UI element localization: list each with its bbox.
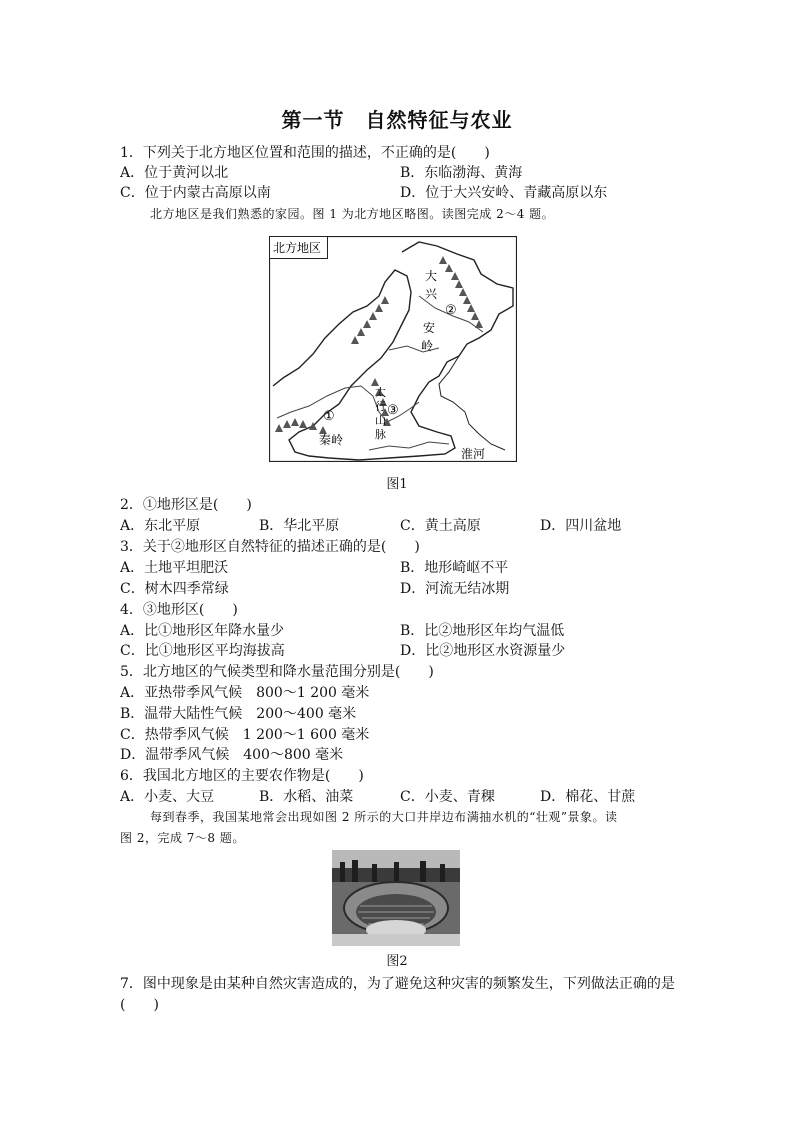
label-taihang-2: 行 (375, 400, 386, 413)
question-4-option-d: D．比②地形区水资源量少 (400, 643, 566, 659)
figure-1-caption: 图1 (386, 477, 408, 492)
question-5-option-b: B．温带大陆性气候 200～400 毫米 (120, 706, 357, 722)
map-title-label: 北方地区 (273, 241, 322, 255)
question-2-option-d: D．四川盆地 (540, 518, 622, 534)
intro-paragraph-1: 北方地区是我们熟悉的家园。图 1 为北方地区略图。读图完成 2～4 题。 (150, 207, 555, 221)
figure-2-photo (332, 850, 460, 946)
marker-2: ② (445, 303, 457, 318)
question-4-option-b: B．比②地形区年均气温低 (400, 623, 565, 639)
north-china-map-svg (269, 236, 517, 462)
label-huaihe: 淮河 (461, 447, 486, 461)
label-ling: 岭 (421, 339, 434, 353)
question-1-stem: 1．下列关于北方地区位置和范围的描述，不正确的是( ) (120, 145, 490, 161)
question-6-option-c: C．小麦、青稞 (400, 789, 495, 805)
section-title: 第一节 自然特征与农业 (281, 108, 513, 132)
question-2-option-c: C．黄土高原 (400, 518, 481, 534)
intro-paragraph-2-line-2: 图 2，完成 7～8 题。 (120, 831, 245, 845)
figure-1-map (269, 236, 517, 462)
question-6-stem: 6．我国北方地区的主要农作物是( ) (120, 768, 364, 784)
question-2-option-a: A．东北平原 (120, 518, 201, 534)
question-6-option-b: B．水稻、油菜 (259, 789, 354, 805)
label-an: 安 (423, 321, 436, 335)
question-5-stem: 5．北方地区的气候类型和降水量范围分别是( ) (120, 664, 434, 680)
question-3-option-d: D．河流无结冰期 (400, 581, 510, 597)
intro-paragraph-2-line-1: 每到春季，我国某地常会出现如图 2 所示的大口井岸边布满抽水机的“壮观”景象。读 (150, 810, 618, 824)
question-1-option-d: D．位于大兴安岭、青藏高原以东 (400, 185, 608, 201)
question-3-option-a: A．土地平坦肥沃 (120, 560, 229, 576)
figure-2-caption: 图2 (386, 954, 408, 969)
question-6-option-a: A．小麦、大豆 (120, 789, 215, 805)
label-qinling: 秦岭 (319, 433, 344, 447)
question-7-answer-paren: ( ) (120, 997, 159, 1013)
question-1-option-c: C．位于内蒙古高原以南 (120, 185, 271, 201)
well-photo-svg (332, 850, 460, 946)
question-1-option-b: B．东临渤海、黄海 (400, 165, 523, 181)
question-3-option-c: C．树木四季常绿 (120, 581, 229, 597)
question-7-stem: 7．图中现象是由某种自然灾害造成的，为了避免这种灾害的频繁发生，下列做法正确的是 (120, 976, 675, 992)
question-3-option-b: B．地形崎岖不平 (400, 560, 509, 576)
photo-ground (332, 934, 460, 946)
question-2-option-b: B．华北平原 (259, 518, 340, 534)
label-da: 大 (425, 269, 438, 283)
label-xing: 兴 (425, 287, 438, 301)
marker-3: ③ (387, 403, 399, 418)
question-5-option-a: A．亚热带季风气候 800～1 200 毫米 (120, 685, 370, 701)
question-4-option-c: C．比①地形区平均海拔高 (120, 643, 285, 659)
question-1-option-a: A．位于黄河以北 (120, 165, 229, 181)
question-4-option-a: A．比①地形区年降水量少 (120, 623, 285, 639)
label-taihang-1: 太 (375, 386, 386, 399)
question-5-option-d: D．温带季风气候 400～800 毫米 (120, 747, 344, 763)
question-2-stem: 2．①地形区是( ) (120, 497, 252, 513)
question-6-option-d: D．棉花、甘蔗 (540, 789, 636, 805)
label-taihang-4: 脉 (375, 428, 386, 441)
marker-1: ① (323, 409, 335, 424)
question-3-stem: 3．关于②地形区自然特征的描述正确的是( ) (120, 539, 420, 555)
question-4-stem: 4．③地形区( ) (120, 602, 238, 618)
label-taihang-3: 山 (375, 414, 386, 427)
question-5-option-c: C．热带季风气候 1 200～1 600 毫米 (120, 727, 370, 743)
